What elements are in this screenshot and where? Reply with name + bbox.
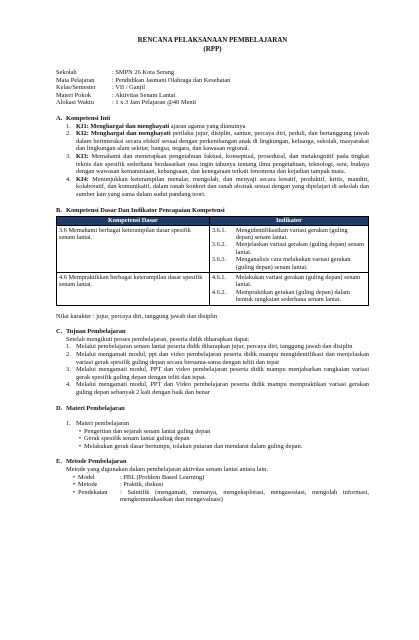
method-value: : Saintifik (mengamati, menanya, mengeksplorasi, mengasosiasi, mengolah informasi, mengkomunikasikan dan mengevaluasi) [120, 488, 369, 504]
ki-text: perilaku jujur, disiplin, santun, percaya diri, peduli, dan bertanggung jawab dalam berinteraksi secara efektif sesuai dengan perkembangan anak di lingkungan, keluarga, sekolah, masyarakat dan lingkungan alam sekitar, bangsa, negara, dan kawasan regional. [76, 130, 369, 153]
item-number: 4. [66, 381, 71, 389]
section-letter: A. [56, 114, 63, 122]
title-line-2: (RPP) [203, 44, 222, 53]
section-letter: D. [56, 404, 63, 412]
ki-code: KI1: Menghargai dan menghayati [76, 122, 170, 130]
list-item [76, 443, 369, 451]
identity-row [56, 69, 369, 77]
identity-value: : Pendidikan Jasmani Olahraga dan Kesehatan [112, 76, 231, 84]
indicator-code: 4.6.1. [211, 273, 227, 281]
bullet-text: Gerak spesifik senam lantai guling depan [84, 435, 190, 443]
identity-value: : 1 x 3 Jam Pelajaran @40 Menit [112, 99, 197, 107]
indicator-code: 3.6.2. [211, 241, 227, 249]
identity-key: Alokasi Waktu [56, 99, 94, 107]
identity-row [56, 77, 369, 85]
bullet-icon: • [78, 435, 82, 443]
indicator-text: Mengidentifikasikan variasi gerakan (guling depan) senam lantai. [235, 226, 348, 241]
identity-row [56, 84, 369, 92]
identity-row [56, 99, 369, 107]
ki-item [66, 153, 369, 176]
bullet-text: Melakukan gerak dasar bertumpu, tolakan putaran dan mendarat dalam guling depan. [84, 442, 303, 450]
identity-block [56, 69, 369, 107]
item-number: 1. [66, 420, 71, 428]
section-intro: Setelah mengikuti proses pembelajaran, peserta didik diharapkan dapat: [66, 335, 250, 343]
item-number: 2. [66, 130, 71, 138]
kd-cell: 4.6 Mempraktikkan berbagai keterampilan dasar spesifik senam lantai. [57, 272, 210, 305]
ki-text: ajaran agama yang dianutnya [169, 122, 246, 130]
bullet-icon: • [72, 473, 76, 481]
indicator-text: Menjelaskan variasi gerakan (guling depan) senam lantai. [235, 241, 365, 256]
bullet-icon: • [72, 488, 76, 496]
section-materi [56, 405, 369, 451]
method-row [70, 474, 369, 482]
method-row [70, 489, 369, 504]
identity-key: Sekolah [56, 69, 77, 76]
goal-item [66, 343, 369, 351]
identity-row [56, 92, 369, 100]
section-title: Materi Pembelajaran [66, 404, 125, 412]
column-header: Kompetensi Dasar [57, 217, 210, 225]
bullet-text: Pengertian dan sejarah senam lantai guling depan [84, 427, 211, 435]
item-number: 1. [66, 122, 71, 130]
ki-item [66, 123, 369, 131]
method-key: Metode [78, 481, 98, 489]
identity-value: : Aktivitas Senam Lantai [112, 91, 176, 99]
section-intro: Metode yang digunakan dalam pembelajaran aktivitas senam lantai antara lain. [66, 466, 268, 474]
section-heading [56, 328, 369, 336]
bullet-icon: • [78, 442, 82, 450]
indicator-code: 3.6.1. [211, 226, 227, 234]
section-heading [56, 405, 369, 413]
item-number: 1. [66, 343, 71, 351]
goal-item [66, 366, 369, 381]
section-title: Kompetensi Inti [66, 114, 111, 122]
method-value: : Praktik, diskusi [120, 481, 164, 489]
indicator-text: Mempraktikan gerakan (guling depan) dalam bentuk rangkaian sederhana senam lantai. [235, 288, 350, 304]
indicator-code: 4.6.2. [211, 288, 227, 296]
goal-text: Melalui mengamati modul, PPT dan Video pembelajaran peserta didik mampu mempraktikan variasi gerakan guling depan sebanyak 2 kali dengan baik dan benar [76, 381, 369, 396]
kd-indicator-table [56, 216, 369, 305]
ki-item [66, 130, 369, 153]
indicator-line [212, 289, 366, 304]
indicator-line [212, 241, 366, 256]
item-number: 4. [66, 175, 71, 183]
item-number: 2. [66, 350, 71, 358]
section-letter: C. [56, 328, 63, 336]
table-header-row [57, 217, 369, 225]
section-tujuan [56, 328, 369, 396]
method-value: : PBL (Problem Based Learning) [120, 473, 205, 481]
identity-key: Mata Pelajaran [56, 76, 95, 84]
goal-text: Melalui mengamati modul, PPT dan video pembelajaran peserta didik mampu menjabarkan rangkaian variasi gerak spesifik guling depan dengan teliti dan tepat. [76, 366, 369, 381]
bullet-icon: • [78, 427, 82, 435]
ki-text: Menunjukkan keterampilan menalar, mengolah, dan menyaji secara kreatif, produktif, kritis, mandiri, kolaboratif, dan komunikatif, dalam ranah konkret dan ranah abstrak sesuai dengan yang dipelajari di sekolah dan sumber lain yang sama dalam sudut pandang teori. [76, 175, 369, 198]
indicator-line [212, 274, 366, 289]
goal-item [66, 381, 369, 396]
indicator-cell [209, 225, 368, 272]
goal-item [66, 351, 369, 366]
section-title: Kompetensi Dasar Dan Indikator Pencapaian Kompetensi [66, 206, 225, 214]
column-header: Indikator [209, 217, 368, 225]
method-key: Pendekatan [78, 488, 108, 496]
section-metode [56, 458, 369, 504]
goal-text: Melalui mengamati modul, ppt dan video pembelajaran peserta didik mampu mengidentifikasi dan menjelaskan variasi gerak spesifik guling depan secara bersama-sama dengan teliti dan tepat [76, 350, 369, 366]
section-letter: E. [56, 458, 62, 466]
table-row [57, 272, 369, 305]
ki-code: KI2: Menghargai dan menghayati [76, 130, 171, 138]
indicator-line [212, 256, 366, 271]
table-row [57, 225, 369, 272]
identity-key: Kelas/Semester [56, 84, 96, 92]
kd-cell: 3.6 Memahami berbagai keterampilan dasar spesifik senam lantai. [57, 225, 210, 272]
goal-text: Melalui pembelajaran senam lantai peserta didik diharapkan jujur, percaya diri, tanggung jawab dan disiplin [76, 343, 353, 351]
indicator-cell [209, 272, 368, 305]
section-kompetensi-dasar [56, 207, 369, 321]
indicator-text: Melakukan variasi gerakan (guling depan) senam lantai. [235, 273, 361, 289]
nilai-karakter: Nilai karakter : jujur, percaya diri, tanggung jawab dan disiplin [56, 312, 218, 320]
indicator-line [212, 227, 366, 242]
list-item [76, 428, 369, 436]
identity-key: Materi Pokok [56, 91, 91, 99]
ki-text: Memahami dan menerapkan pengetahuan faktual, konseptual, prosedural, dan metakognitif pada tingkat teknis dan spesifik sederhana berdasarkan rasa ingin tahunya tentang ilmu pengetahuan, teknologi, seni, budaya dengan wawasan kemanusiaan, kebangsaan, dan kenegaraan terkait fenomena dan kejadian tampak mata. [76, 152, 369, 176]
identity-value: : SMPN 26 Kota Serang [112, 69, 175, 76]
section-letter: B. [56, 206, 62, 214]
bullet-icon: • [72, 481, 76, 489]
identity-value: : VII / Ganjil [112, 84, 146, 92]
section-title: Tujuan Pembelajaran [66, 328, 126, 336]
ki-item [66, 176, 369, 199]
materi-item [66, 420, 369, 428]
item-number: 3. [66, 152, 71, 160]
indicator-text: Menganalisis cara melakukan variasi gerakan (guling depan) senam lantai. [235, 256, 351, 271]
materi-text: Materi pembelajaran [76, 420, 130, 428]
section-heading [56, 115, 369, 123]
section-heading [56, 458, 369, 466]
item-number: 3. [66, 366, 71, 374]
list-item [76, 435, 369, 443]
section-kompetensi-inti [56, 115, 369, 199]
section-heading [56, 207, 369, 215]
document-title [56, 36, 369, 53]
ki-code: KI3: [76, 152, 89, 160]
ki-code: KI4: [76, 175, 89, 183]
indicator-code: 3.6.3. [211, 256, 227, 264]
title-line-1: RENCANA PELAKSANAAN PEMBELAJARAN [137, 36, 288, 44]
method-key: Model [78, 473, 95, 481]
section-title: Metode Pembelajaran [66, 458, 127, 466]
method-row [70, 481, 369, 489]
